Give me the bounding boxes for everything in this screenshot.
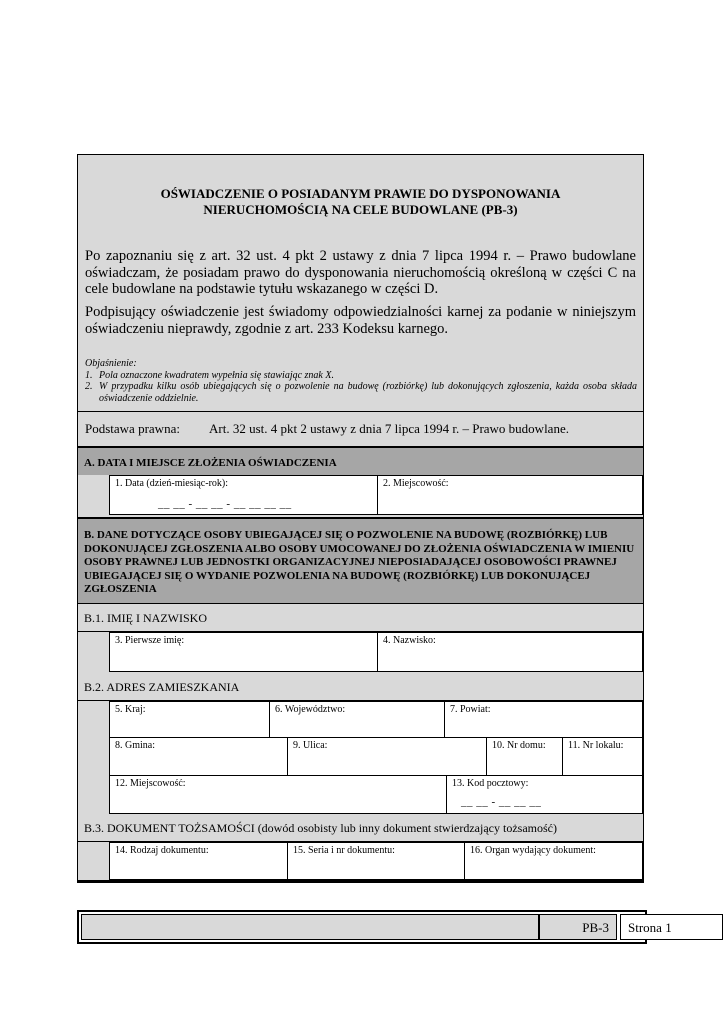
- document-number-label: 15. Seria i nr dokumentu:: [293, 845, 395, 856]
- form-bottom-rule: [77, 880, 644, 883]
- section-b-title: B. DANE DOTYCZĄCE OSOBY UBIEGAJĄCEJ SIĘ O POZWOLENIE NA BUDOWĘ (ROZBIÓRKĘ) LUB DOKONUJĄCEJ ZGŁOSZENIA ALBO OSOBY UMOCOWANEJ DO ZŁOŻENIA OŚWIADCZENIA W IMIENIU OSOBY PRAWNEJ LUB JEDNOSTKI ORGANIZACYJNEJ NIEPOSIADAJĄCEJ OSOBOWOŚCI PRAWNEJ UBIEGAJĄCEJ SIĘ O WYDANIE POZWOLENIA NA BUDOWĘ (ROZBIÓRKĘ) LUB DOKONUJĄCEJ ZGŁOSZENIA: [84, 529, 635, 595]
- notes-title: Objaśnienie:: [85, 358, 137, 369]
- surname-field[interactable]: [377, 632, 643, 672]
- date-field[interactable]: [109, 475, 378, 515]
- county-label: 7. Powiat:: [450, 704, 491, 715]
- liability-paragraph: Podpisujący oświadczenie jest świadomy odpowiedzialności karnej za podanie w niniejszym oświadczeniu nieprawdy, zgodnie z art. 233 Kodeksu karnego.: [85, 304, 636, 337]
- section-b3-title: B.3. DOKUMENT TOŻSAMOŚCI (dowód osobisty lub inny dokument stwierdzający tożsamość): [84, 821, 557, 835]
- note-2: W przypadku kilku osób ubiegających się o pozwolenie na budowę (rozbiórkę) lub dokonujących zgłoszenia, każda osoba składa oświadczenie oddzielnie.: [99, 381, 637, 404]
- legal-basis-label: Podstawa prawna:: [85, 421, 180, 436]
- date-field-label: 1. Data (dzień-miesiąc-rok):: [115, 478, 229, 489]
- document-type-field[interactable]: [109, 842, 288, 880]
- county-field[interactable]: [444, 701, 643, 738]
- note-2-number: 2.: [85, 381, 93, 392]
- house-number-field[interactable]: [486, 737, 563, 776]
- house-number-label: 10. Nr domu:: [492, 740, 546, 751]
- date-field-template: __ __ - __ __ - __ __ __ __: [158, 498, 292, 510]
- legal-basis-row: [78, 411, 643, 446]
- commune-field[interactable]: [109, 737, 288, 776]
- country-field[interactable]: [109, 701, 270, 738]
- form-title-line1: OŚWIADCZENIE O POSIADANYM PRAWIE DO DYSPONOWANIA: [160, 186, 561, 201]
- footer-fill: [81, 914, 539, 940]
- note-1: Pola oznaczone kwadratem wypełnia się stawiając znak X.: [99, 369, 334, 381]
- section-b3-header: [78, 814, 643, 842]
- footer-code-box: [539, 914, 617, 940]
- section-b1-header: [78, 604, 643, 632]
- footer-page: Strona 1: [628, 920, 672, 935]
- section-b-header: [78, 517, 643, 604]
- country-label: 5. Kraj:: [115, 704, 146, 715]
- first-name-label: 3. Pierwsze imię:: [115, 635, 185, 646]
- locality-label: 12. Miejscowość:: [115, 778, 186, 789]
- apartment-number-label: 11. Nr lokalu:: [568, 740, 624, 751]
- footer-page-cell: [620, 914, 723, 940]
- form-title: [80, 186, 641, 218]
- section-b2-header: [78, 672, 643, 701]
- document-number-field[interactable]: [287, 842, 465, 880]
- commune-label: 8. Gmina:: [115, 740, 155, 751]
- locality-field[interactable]: [109, 775, 447, 814]
- place-field[interactable]: [377, 475, 643, 515]
- notes: [85, 358, 637, 404]
- first-name-field[interactable]: [109, 632, 378, 672]
- section-a-header: [78, 446, 643, 475]
- postal-code-field[interactable]: [446, 775, 643, 814]
- issuing-authority-label: 16. Organ wydający dokument:: [470, 845, 596, 856]
- postal-code-label: 13. Kod pocztowy:: [452, 778, 529, 789]
- street-field[interactable]: [287, 737, 487, 776]
- section-b1-title: B.1. IMIĘ I NAZWISKO: [84, 611, 207, 625]
- postal-code-template: __ __ - __ __ __: [461, 796, 542, 808]
- page-footer: [77, 910, 672, 944]
- form-title-line2: NIERUCHOMOŚCIĄ NA CELE BUDOWLANE (PB-3): [203, 202, 518, 217]
- declaration-paragraph: Po zapoznaniu się z art. 32 ust. 4 pkt 2 ustawy z dnia 7 lipca 1994 r. – Prawo budowlane oświadczam, że posiadam prawo do dysponowania nieruchomością określoną w części C na cele budowlane na podstawie tytułu wskazanego w części D.: [85, 248, 636, 297]
- street-label: 9. Ulica:: [293, 740, 328, 751]
- voivodeship-field[interactable]: [269, 701, 445, 738]
- note-1-number: 1.: [85, 369, 93, 381]
- apartment-number-field[interactable]: [562, 737, 643, 776]
- document-type-label: 14. Rodzaj dokumentu:: [115, 845, 209, 856]
- footer-code: PB-3: [582, 920, 609, 935]
- place-field-label: 2. Miejscowość:: [383, 478, 449, 489]
- legal-basis-text: Art. 32 ust. 4 pkt 2 ustawy z dnia 7 lipca 1994 r. – Prawo budowlane.: [209, 421, 569, 436]
- issuing-authority-field[interactable]: [464, 842, 643, 880]
- section-a-title: A. DATA I MIEJSCE ZŁOŻENIA OŚWIADCZENIA: [84, 457, 337, 469]
- surname-label: 4. Nazwisko:: [383, 635, 436, 646]
- voivodeship-label: 6. Województwo:: [275, 704, 346, 715]
- section-b2-title: B.2. ADRES ZAMIESZKANIA: [84, 680, 240, 694]
